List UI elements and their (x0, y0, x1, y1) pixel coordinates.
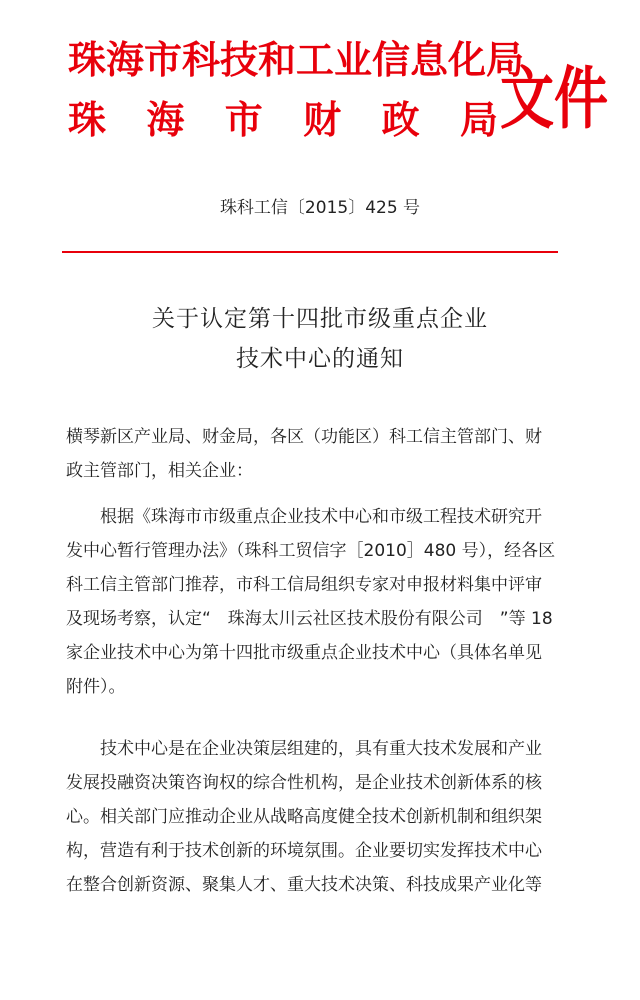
issuer-science-technology-bureau: 珠海市科技和工业信息化局 (68, 37, 525, 82)
paragraph-line: 构，营造有利于技术创新的环境氛围。企业要切实发挥技术中心 (66, 841, 542, 861)
addressee-block (66, 420, 566, 488)
document-number: 珠科工信〔2015〕425 号 (219, 198, 421, 218)
paragraph-line: 发中心暂行管理办法》（珠科工贸信字［2010］480 号），经各区 (66, 541, 556, 561)
issuer-finance-char: 市 (224, 97, 263, 142)
issuer-finance-char: 珠 (68, 97, 107, 142)
notice-title-line-2: 技术中心的通知 (236, 346, 404, 372)
addressee-line: 政主管部门，相关企业： (66, 461, 253, 481)
paragraph-line: 根据《珠海市市级重点企业技术中心和市级工程技术研究开 (66, 507, 542, 527)
notice-title-line-1: 关于认定第十四批市级重点企业 (152, 306, 488, 332)
issuer-finance-char: 政 (381, 97, 420, 142)
body-paragraph-1 (66, 500, 566, 704)
paragraph-line: 科工信主管部门推荐，市科工信局组织专家对申报材料集中评审 (66, 575, 542, 595)
issuer-finance-char: 海 (146, 97, 185, 142)
issuer-finance-char: 局 (459, 97, 498, 142)
paragraph-line: 技术中心是在企业决策层组建的，具有重大技术发展和产业 (66, 739, 542, 759)
paragraph-line: 心。相关部门应推动企业从战略高度健全技术创新机制和组织架 (66, 807, 542, 827)
paragraph-line: 附件）。 (66, 677, 126, 697)
body-paragraph-2 (66, 732, 566, 902)
issuer-finance-bureau (68, 98, 498, 142)
document-label: 文件 (500, 58, 608, 138)
red-divider (62, 251, 558, 253)
paragraph-line: 家企业技术中心为第十四批市级重点企业技术中心（具体名单见 (66, 643, 542, 663)
addressee-line: 横琴新区产业局、财金局，各区（功能区）科工信主管部门、财 (66, 427, 542, 447)
issuer-finance-char: 财 (303, 97, 342, 142)
paragraph-line: 及现场考察，认定“ 珠海太川云社区技术股份有限公司 ”等 18 (66, 609, 553, 629)
paragraph-line: 在整合创新资源、聚集人才、重大技术决策、科技成果产业化等 (66, 875, 542, 895)
paragraph-line: 发展投融资决策咨询权的综合性机构，是企业技术创新体系的核 (66, 773, 542, 793)
